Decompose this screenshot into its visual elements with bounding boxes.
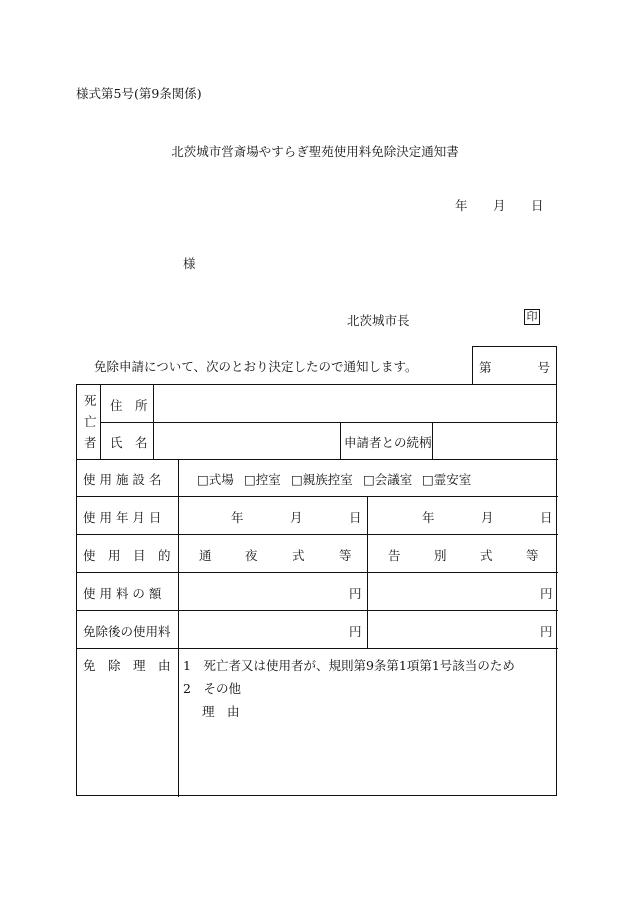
facility-option-family-room[interactable]: □親族控室 (291, 472, 353, 487)
addressee-suffix: 様 (183, 256, 196, 271)
fee-unit-wake: 円 (349, 586, 362, 601)
facility-label: 使 用 施 設 名 (83, 472, 162, 487)
fee-after-label: 免除後の使用料 (83, 624, 171, 639)
purpose-funeral-char: 等 (526, 548, 539, 563)
fee-label: 使 用 料 の 額 (83, 586, 162, 601)
row-divider (77, 534, 558, 535)
facility-option-waiting-room[interactable]: □控室 (244, 472, 281, 487)
date-year-label: 年 (455, 198, 468, 213)
document-title: 北茨城市営斎場やすらぎ聖苑使用料免除決定通知書 (171, 144, 459, 159)
issue-date (455, 196, 544, 214)
notice-number-box (472, 346, 557, 385)
fee-unit-funeral: 円 (540, 586, 553, 601)
relation-label: 申請者との続柄 (344, 435, 432, 450)
facility-option-meeting-room[interactable]: □会議室 (363, 472, 413, 487)
seal-mark: 印 (524, 309, 540, 325)
row-divider (77, 496, 558, 497)
use-date-wake-year: 年 (231, 510, 244, 525)
purpose-wake-char: 通 (199, 548, 212, 563)
col-divider (178, 459, 179, 797)
row-divider (100, 422, 558, 423)
facility-option-mortuary[interactable]: □霊安室 (422, 472, 472, 487)
deceased-group-label: 死 亡 者 (84, 393, 97, 450)
col-divider (432, 422, 433, 459)
use-date-funeral-year: 年 (422, 510, 435, 525)
issuer-name: 北茨城市長 (347, 313, 410, 328)
purpose-wake-char: 夜 (245, 548, 258, 563)
date-month-label: 月 (493, 198, 506, 213)
number-prefix: 第 (479, 360, 492, 375)
row-divider (77, 459, 558, 460)
reason-label: 免 除 理 由 (83, 658, 171, 673)
purpose-funeral-char: 式 (480, 548, 493, 563)
use-date-funeral-month: 月 (481, 510, 494, 525)
number-suffix: 号 (537, 360, 550, 375)
fee-after-unit-wake: 円 (349, 624, 362, 639)
form-number: 様式第5号(第9条関係) (76, 86, 202, 101)
reason-item-2: 2 その他 (183, 681, 241, 696)
use-date-label: 使 用 年 月 日 (83, 510, 162, 525)
purpose-funeral-char: 告 (388, 548, 401, 563)
use-date-wake-day: 日 (349, 510, 362, 525)
notice-text: 免除申請について、次のとおり決定したので通知します。 (94, 359, 418, 374)
purpose-wake-char: 等 (339, 548, 352, 563)
reason-item-1: 1 死亡者又は使用者が、規則第9条第1項第1号該当のため (183, 658, 515, 673)
purpose-funeral-char: 別 (434, 548, 447, 563)
address-label: 住 所 (110, 398, 148, 413)
facility-option-hall[interactable]: □式場 (197, 472, 234, 487)
col-divider (340, 422, 341, 459)
name-label: 氏 名 (110, 435, 148, 450)
use-date-wake-month: 月 (290, 510, 303, 525)
purpose-wake-char: 式 (292, 548, 305, 563)
col-divider (153, 385, 154, 459)
date-day-label: 日 (531, 198, 544, 213)
col-divider (367, 496, 368, 648)
fee-after-unit-funeral: 円 (540, 624, 553, 639)
col-divider (100, 385, 101, 459)
row-divider (77, 572, 558, 573)
use-date-funeral-day: 日 (540, 510, 553, 525)
row-divider (77, 610, 558, 611)
purpose-label: 使 用 目 的 (83, 548, 171, 563)
row-divider (77, 648, 558, 649)
reason-item-2-sub: 理 由 (202, 704, 240, 719)
decision-table (76, 384, 557, 796)
